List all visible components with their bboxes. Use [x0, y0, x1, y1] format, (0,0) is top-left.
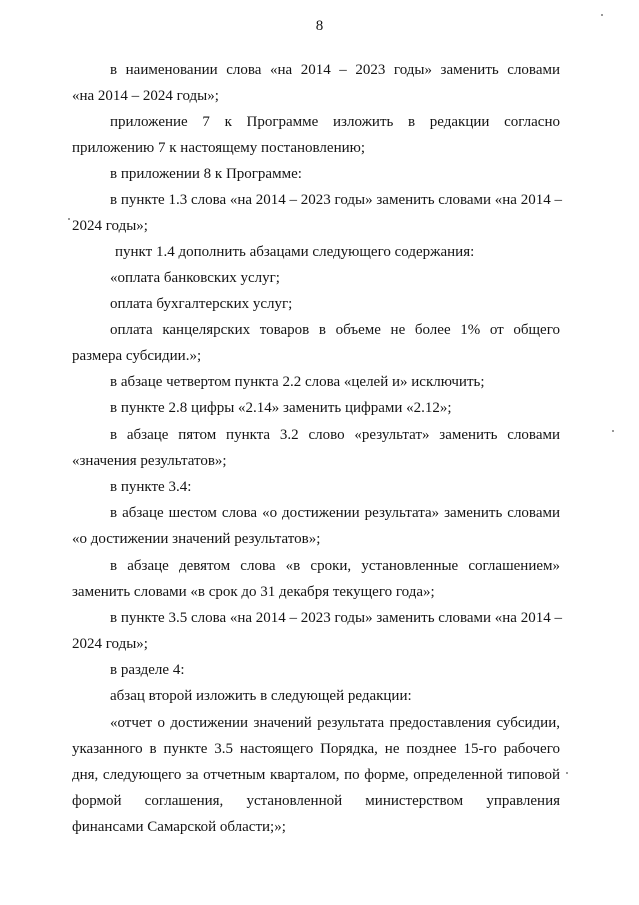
- text-line: в абзаце пятом пункта 3.2 слово «результат» заменить словами: [110, 427, 560, 443]
- text-line: размера субсидии.»;: [72, 348, 202, 364]
- text-line: финансами Самарской области;»;: [72, 819, 286, 835]
- text-line: в наименовании слова «на 2014 – 2023 годы» заменить словами: [110, 62, 560, 78]
- paragraph: [110, 317, 560, 343]
- paragraph: [110, 500, 560, 526]
- paragraph: [110, 710, 560, 736]
- paragraph-continuation: [72, 343, 560, 369]
- paragraph-continuation: [72, 762, 560, 788]
- text-line: приложение 7 к Программе изложить в редакции согласно: [110, 114, 560, 130]
- paragraph-continuation: [72, 814, 560, 840]
- text-line: «на 2014 – 2024 годы»;: [72, 88, 219, 104]
- text-line: в приложении 8 к Программе:: [110, 166, 302, 182]
- text-line: 2024 годы»;: [72, 218, 148, 234]
- text-line: в пункте 2.8 цифры «2.14» заменить цифрами «2.12»;: [110, 400, 452, 416]
- text-line: в пункте 3.5 слова «на 2014 – 2023 годы» заменить словами «на 2014 –: [110, 610, 562, 626]
- paragraph-continuation: [72, 526, 560, 552]
- paragraph-continuation: [72, 213, 560, 239]
- paragraph: [110, 605, 560, 631]
- paragraph: [110, 474, 560, 500]
- text-line: приложению 7 к настоящему постановлению;: [72, 140, 365, 156]
- page-number: 8: [315, 18, 324, 34]
- text-line: «отчет о достижении значений результата предоставления субсидии,: [110, 715, 560, 731]
- scan-speck: [601, 14, 603, 16]
- paragraph-continuation: [72, 736, 560, 762]
- paragraph: [110, 369, 560, 395]
- paragraph: [110, 683, 560, 709]
- text-line: оплата канцелярских товаров в объеме не более 1% от общего: [110, 322, 560, 338]
- text-line: в пункте 3.4:: [110, 479, 192, 495]
- text-line: в пункте 1.3 слова «на 2014 – 2023 годы» заменить словами «на 2014 –: [110, 192, 562, 208]
- scan-speck: [68, 218, 70, 220]
- text-line: в абзаце девятом слова «в сроки, установленные соглашением»: [110, 558, 560, 574]
- paragraph: [110, 291, 560, 317]
- paragraph-continuation: [72, 579, 560, 605]
- text-line: в абзаце четвертом пункта 2.2 слова «целей и» исключить;: [110, 374, 485, 390]
- paragraph: [110, 422, 560, 448]
- text-line: заменить словами «в срок до 31 декабря текущего года»;: [72, 584, 435, 600]
- scan-speck: [612, 430, 614, 432]
- text-line: оплата бухгалтерских услуг;: [110, 296, 293, 312]
- paragraph-continuation: [72, 631, 560, 657]
- paragraph: [110, 187, 560, 213]
- paragraph-continuation: [72, 83, 560, 109]
- paragraph: [110, 161, 560, 187]
- text-line: дня, следующего за отчетным кварталом, по форме, определенной типовой: [72, 767, 560, 783]
- text-line: пункт 1.4 дополнить абзацами следующего содержания:: [115, 244, 475, 260]
- paragraph: [110, 553, 560, 579]
- text-line: в абзаце шестом слова «о достижении результата» заменить словами: [110, 505, 560, 521]
- paragraph: [110, 395, 560, 421]
- paragraph-continuation: [72, 135, 560, 161]
- text-line: «значения результатов»;: [72, 453, 227, 469]
- text-line: в разделе 4:: [110, 662, 185, 678]
- text-line: указанного в пункте 3.5 настоящего Порядка, не позднее 15-го рабочего: [72, 741, 560, 757]
- paragraph: [110, 109, 560, 135]
- text-line: абзац второй изложить в следующей редакции:: [110, 688, 412, 704]
- scan-speck: [566, 772, 568, 774]
- text-line: формой соглашения, установленной министерством управления: [72, 793, 560, 809]
- paragraph-continuation: [72, 788, 560, 814]
- text-line: «оплата банковских услуг;: [110, 270, 280, 286]
- text-line: 2024 годы»;: [72, 636, 148, 652]
- paragraph: [110, 265, 560, 291]
- text-line: «о достижении значений результатов»;: [72, 531, 321, 547]
- paragraph: [110, 657, 560, 683]
- paragraph-continuation: [72, 448, 560, 474]
- paragraph: [115, 239, 565, 265]
- paragraph: [110, 57, 560, 83]
